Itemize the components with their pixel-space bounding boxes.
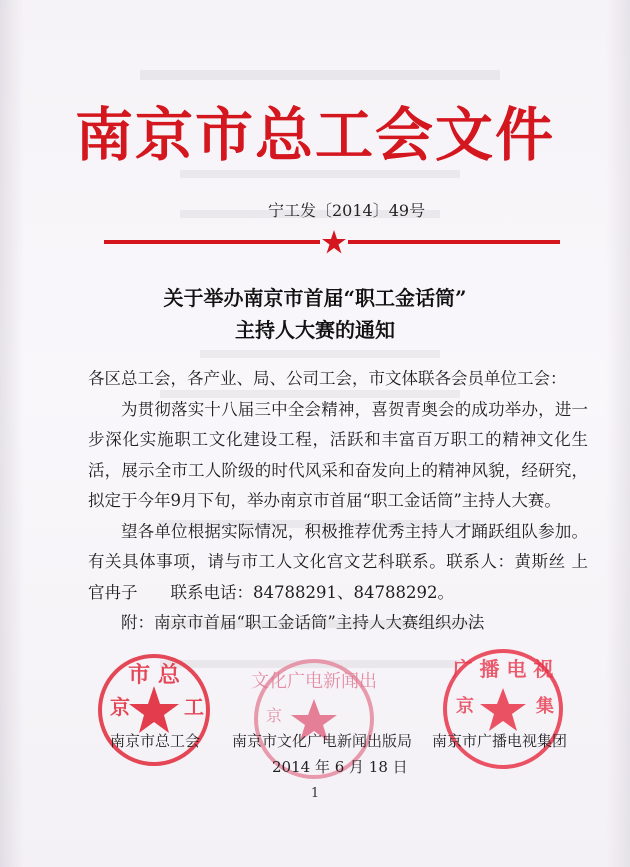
svg-text:广 播 电 视: 广 播 电 视 [452,657,554,681]
notice-body [88,364,588,639]
document-header-title: 南京市总工会文件 [74,101,555,169]
svg-text:京: 京 [456,696,474,717]
notice-title-line2: 主持人大赛的通知 [235,318,395,342]
svg-text:文化广电新闻出: 文化广电新闻出 [251,671,377,692]
header-divider-right [348,240,560,244]
notice-title-line1: 关于举办南京市首届“职工金话筒” [163,286,467,310]
body-paragraph-2: 望各单位根据实际情况，积极推荐优秀主持人才踊跃组队参加。有关具体事项，请与市工人文化宫文艺科联系。联系人：黄斯丝 上官冉子 联系电话：84788291、84788292。 [88,521,588,602]
svg-text:京: 京 [266,706,283,725]
red-seal-icon [440,646,566,772]
svg-text:市 总: 市 总 [128,662,180,688]
page-number: 1 [310,786,320,801]
issue-date: 2014 年 6 月 18 日 [272,758,408,776]
signature-broadcast-group: 南京市广播电视集团 [432,732,568,750]
header-divider-left [104,240,320,244]
signature-culture-bureau: 南京市文化广电新闻出版局 [232,732,413,750]
svg-text:京: 京 [110,695,130,719]
svg-text:工: 工 [184,695,204,719]
body-paragraph-1: 为贯彻落实十八届三中全会精神，喜贺青奥会的成功举办，进一步深化实施职工文化建设工程，活跃和丰富百万职工的精神文化生活，展示全市工人阶级的时代风采和奋发向上的精神风貌，经研究，拟定于今年9月下旬，举办南京市首届“职工金话筒”主持人大赛。 [88,399,588,510]
red-star-icon [321,229,347,255]
document-number: 宁工发〔2014〕49号 [268,201,426,220]
svg-text:集: 集 [536,696,554,717]
attachment-line: 附：南京市首届“职工金话筒”主持人大赛组织办法 [121,613,485,632]
salutation: 各区总工会，各产业、局、公司工会，市文体联各会员单位工会： [88,369,567,388]
signature-union: 南京市总工会 [110,732,201,750]
